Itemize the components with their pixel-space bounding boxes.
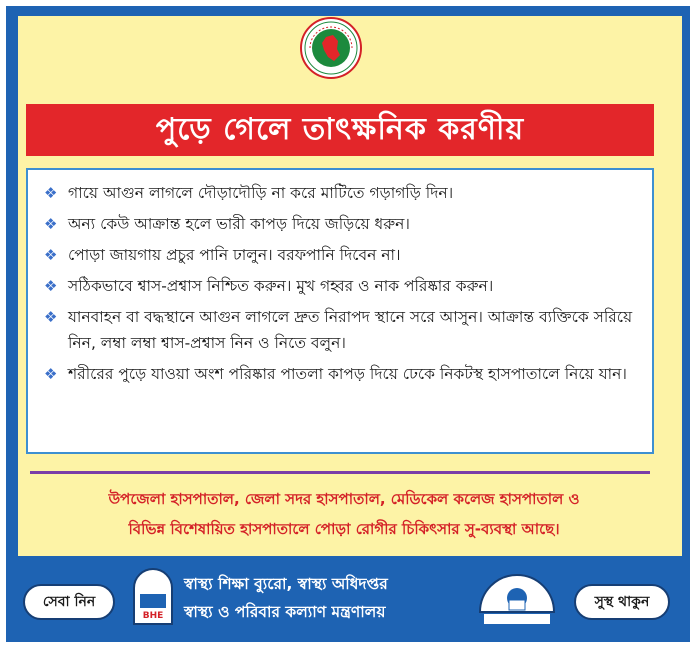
instructions-list (42, 180, 638, 387)
facilities-notice (20, 484, 668, 544)
instruction-text: গায়ে আগুন লাগলে দৌড়াদৌড়ি না করে মাটিতে গড়াগড়ি দিন। (68, 184, 454, 202)
divider (30, 471, 650, 474)
instruction-text: অন্য কেউ আক্রান্ত হলে ভারী কাপড় দিয়ে জড়িয়ে ধরুন। (68, 215, 410, 233)
facilities-line-2: বিভিন্ন বিশেষায়িত হাসপাতালে পোড়া রোগীর চিকিৎসার সু-ব্যবস্থা আছে। (128, 520, 560, 538)
footer-org-text (184, 570, 474, 626)
diamond-icon: ❖ (44, 215, 58, 233)
diamond-icon: ❖ (44, 308, 58, 326)
bangladesh-emblem-logo (300, 17, 362, 79)
list-item (42, 180, 638, 206)
svg-text:BHE: BHE (142, 611, 164, 621)
health-ministry-logo (476, 568, 558, 628)
seba-nin-badge: সেবা নিন (23, 584, 115, 620)
instruction-text: শরীরের পুড়ে যাওয়া অংশ পরিষ্কার পাতলা কাপড় দিয়ে ঢেকে নিকটস্থ হাসপাতালে নিয়ে যান। (68, 365, 627, 383)
facilities-line-1: উপজেলা হাসপাতাল, জেলা সদর হাসপাতাল, মেডিকেল কলেজ হাসপাতাল ও (108, 490, 580, 508)
list-item (42, 273, 638, 299)
diamond-icon: ❖ (44, 365, 58, 383)
list-item (42, 361, 638, 387)
title-banner (26, 104, 654, 156)
page-title: পুড়ে গেলে তাৎক্ষনিক করণীয় (155, 111, 525, 147)
instruction-text: পোড়া জায়গায় প্রচুর পানি ঢালুন। বরফপানি দিবেন না। (68, 246, 401, 264)
list-item (42, 242, 638, 268)
diamond-icon: ❖ (44, 277, 58, 295)
diamond-icon: ❖ (44, 184, 58, 202)
footer-line-1: স্বাস্থ্য শিক্ষা ব্যুরো, স্বাস্থ্য অধিদপ্তর (184, 575, 388, 593)
list-item (42, 304, 638, 356)
bhe-logo (130, 568, 176, 628)
footer-bar (6, 556, 690, 642)
diamond-icon: ❖ (44, 246, 58, 264)
footer-line-2: স্বাস্থ্য ও পরিবার কল্যাণ মন্ত্রণালয় (184, 603, 386, 621)
instruction-text: সঠিকভাবে শ্বাস-প্রশ্বাস নিশ্চিত করুন। মুখ গহ্বর ও নাক পরিষ্কার করুন। (68, 277, 494, 295)
instruction-text: যানবাহন বা বদ্ধস্থানে আগুন লাগলে দ্রুত নিরাপদ স্থানে সরে আসুন। আক্রান্ত ব্যক্তিকে সরিয়ে নিন, লম্বা লম্বা শ্বাস-প্রশ্বাস নিন ও নিতে বলুন। (68, 308, 633, 352)
shustho-thakun-badge: সুস্থ থাকুন (574, 584, 670, 620)
list-item (42, 211, 638, 237)
instructions-panel (26, 168, 654, 454)
